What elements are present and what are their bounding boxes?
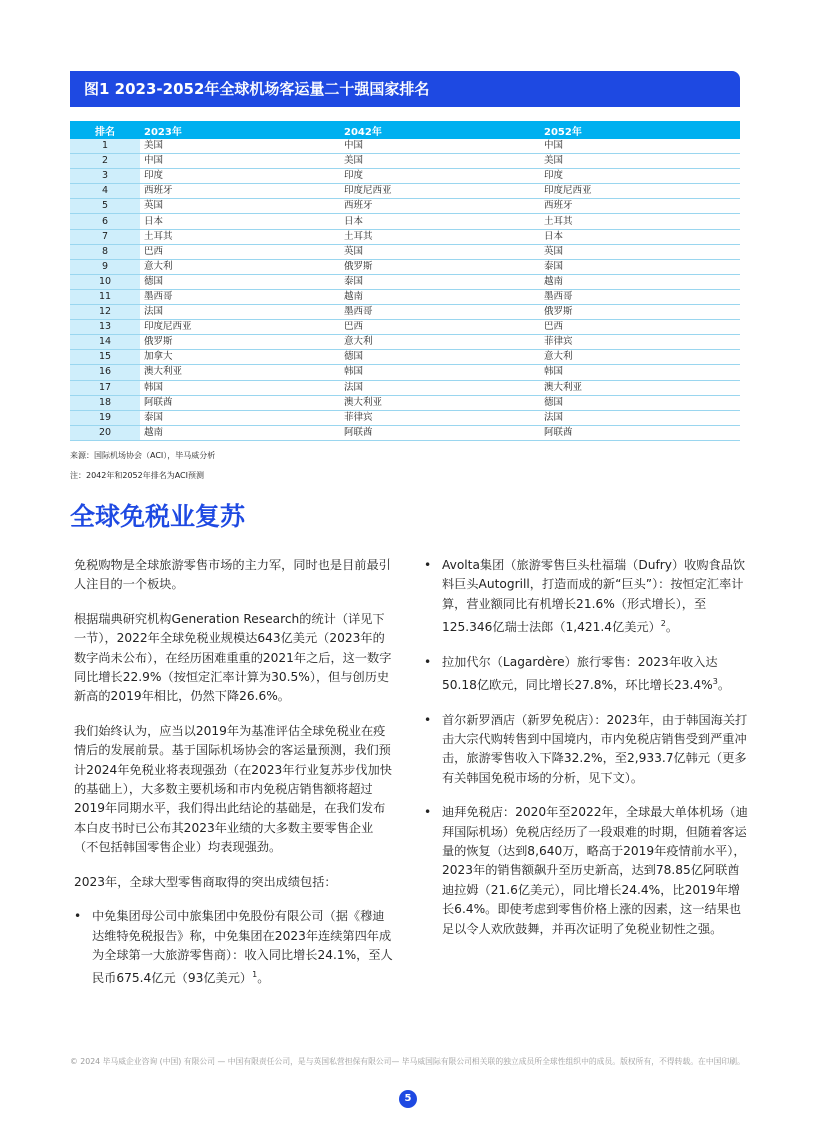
- rank-cell: 5: [70, 199, 140, 214]
- page-number: 5: [399, 1090, 417, 1108]
- table-row: [70, 259, 740, 274]
- country-cell: 菲律宾: [540, 335, 740, 350]
- country-cell: 俄罗斯: [140, 335, 340, 350]
- table-row: [70, 244, 740, 259]
- country-cell: 德国: [340, 350, 540, 365]
- country-cell: 意大利: [340, 335, 540, 350]
- country-cell: 俄罗斯: [540, 305, 740, 320]
- table-row: [70, 139, 740, 154]
- bullet-icon: •: [424, 712, 432, 727]
- rank-cell: 16: [70, 365, 140, 380]
- country-cell: 阿联酋: [540, 425, 740, 440]
- list-item-end: 。: [665, 620, 679, 635]
- table-header-row: [70, 121, 740, 139]
- country-cell: 西班牙: [540, 199, 740, 214]
- table-row: [70, 214, 740, 229]
- copyright-footer: © 2024 毕马威企业咨询 (中国) 有限公司 — 中国有限责任公司，是与英国私营担保有限公司— 毕马威国际有限公司相关联的独立成员所全球性组织中的成员。版权所有，不得转载。在中国印刷。: [70, 1057, 745, 1066]
- rank-cell: 1: [70, 139, 140, 154]
- rank-cell: 8: [70, 244, 140, 259]
- list-item: [424, 556, 748, 638]
- country-cell: 法国: [140, 305, 340, 320]
- country-cell: 法国: [340, 380, 540, 395]
- table-row: [70, 199, 740, 214]
- paragraph: 我们始终认为，应当以2019年为基准评估全球免税业在疫情后的发展前景。基于国际机场协会的客运量预测，我们预计2024年免税业将表现强劲（在2023年行业复苏步伐加快的基础上），大多数主要机场和市内免税店销售额将超过2019年同期水平，我们得出此结论的基础是，在我们发布本白皮书时已公布其2023年业绩的大多数主要零售企业（不包括韩国零售企业）均表现强劲。: [74, 723, 392, 855]
- list-item-text: 中免集团母公司中旅集团中免股份有限公司（据《穆迪达维特免税报告》称，中免集团在2023年连续第四年成为全球第一大旅游零售商）：收入同比增长24.1%，至人民币675.4亿元（93亿美元）: [92, 909, 393, 986]
- column-header-2052: 2052年: [540, 121, 740, 139]
- bullet-icon: •: [424, 654, 432, 669]
- bullet-icon: •: [74, 909, 82, 924]
- rank-cell: 3: [70, 169, 140, 184]
- list-item-end: 。: [717, 678, 731, 693]
- list-item: [424, 653, 748, 696]
- section-title: 全球免税业复苏: [70, 502, 246, 531]
- country-cell: 越南: [540, 274, 740, 289]
- table-row: [70, 289, 740, 304]
- table-row: [70, 169, 740, 184]
- list-item: [424, 803, 748, 939]
- country-cell: 中国: [340, 139, 540, 154]
- rank-cell: 13: [70, 320, 140, 335]
- country-cell: 日本: [340, 214, 540, 229]
- country-cell: 德国: [540, 395, 740, 410]
- right-column: [424, 556, 748, 954]
- country-cell: 日本: [140, 214, 340, 229]
- country-cell: 中国: [140, 154, 340, 169]
- country-cell: 阿联酋: [340, 425, 540, 440]
- country-cell: 墨西哥: [540, 289, 740, 304]
- footnote-ref: 3: [712, 677, 718, 687]
- paragraph: 2023年，全球大型零售商取得的突出成绩包括：: [74, 874, 337, 889]
- country-cell: 韩国: [340, 365, 540, 380]
- list-item: [74, 907, 396, 989]
- table-row: [70, 380, 740, 395]
- rank-cell: 4: [70, 184, 140, 199]
- country-cell: 韩国: [540, 365, 740, 380]
- figure-note: 注：2042年和2052年排名为ACI预测: [70, 471, 204, 480]
- country-cell: 中国: [540, 139, 740, 154]
- country-cell: 土耳其: [140, 229, 340, 244]
- table-row: [70, 410, 740, 425]
- country-cell: 印度尼西亚: [340, 184, 540, 199]
- list-item-end: 。: [257, 971, 270, 986]
- footnote-ref: 2: [660, 619, 666, 629]
- figure-source: 来源：国际机场协会（ACI），毕马威分析: [70, 451, 216, 460]
- rank-cell: 10: [70, 274, 140, 289]
- country-cell: 墨西哥: [340, 305, 540, 320]
- list-item-text: 拉加代尔（Lagardère）旅行零售：2023年收入达50.18亿欧元，同比增长27.8%，环比增长23.4%: [442, 654, 718, 693]
- rank-cell: 11: [70, 289, 140, 304]
- table-row: [70, 154, 740, 169]
- footnote-ref: 1: [252, 970, 258, 980]
- country-cell: 越南: [340, 289, 540, 304]
- rank-cell: 18: [70, 395, 140, 410]
- country-cell: 印度: [540, 169, 740, 184]
- country-cell: 美国: [340, 154, 540, 169]
- table-row: [70, 274, 740, 289]
- list-item: [424, 711, 748, 789]
- country-cell: 土耳其: [340, 229, 540, 244]
- country-cell: 泰国: [540, 259, 740, 274]
- country-cell: 法国: [540, 410, 740, 425]
- table-row: [70, 350, 740, 365]
- rank-cell: 9: [70, 259, 140, 274]
- rank-cell: 20: [70, 425, 140, 440]
- country-cell: 印度尼西亚: [540, 184, 740, 199]
- rank-cell: 2: [70, 154, 140, 169]
- country-cell: 澳大利亚: [340, 395, 540, 410]
- list-item-text: Avolta集团（旅游零售巨头杜福瑞（Dufry）收购食品饮料巨头Autogrill，打造而成的新“巨头”）：按恒定汇率计算，营业额同比有机增长21.6%（形式增长），至125.346亿瑞士法郎（1,421.4亿美元）: [442, 558, 746, 635]
- table-row: [70, 305, 740, 320]
- table-row: [70, 335, 740, 350]
- rank-cell: 7: [70, 229, 140, 244]
- list-item-text: 首尔新罗酒店（新罗免税店）：2023年，由于韩国海关打击大宗代购转售到中国境内，市内免税店销售受到严重冲击，旅游零售收入下降32.2%，至2,933.7亿韩元（更多有关韩国免税市场的分析，见下文）。: [442, 712, 748, 785]
- table-row: [70, 365, 740, 380]
- table-row: [70, 229, 740, 244]
- country-cell: 墨西哥: [140, 289, 340, 304]
- country-cell: 巴西: [540, 320, 740, 335]
- ranking-table: [70, 121, 740, 441]
- country-cell: 日本: [540, 229, 740, 244]
- bullet-icon: •: [424, 558, 432, 572]
- table-row: [70, 184, 740, 199]
- column-header-rank: 排名: [70, 121, 140, 139]
- country-cell: 阿联酋: [140, 395, 340, 410]
- table-row: [70, 395, 740, 410]
- country-cell: 印度: [340, 169, 540, 184]
- table-row: [70, 425, 740, 440]
- rank-cell: 12: [70, 305, 140, 320]
- rank-cell: 6: [70, 214, 140, 229]
- left-column: [74, 556, 396, 1004]
- figure-title: 图1 2023-2052年全球机场客运量二十强国家排名: [70, 71, 740, 107]
- country-cell: 泰国: [340, 274, 540, 289]
- country-cell: 巴西: [340, 320, 540, 335]
- country-cell: 英国: [540, 244, 740, 259]
- country-cell: 美国: [540, 154, 740, 169]
- bullet-icon: •: [424, 805, 432, 820]
- table-row: [70, 320, 740, 335]
- country-cell: 西班牙: [340, 199, 540, 214]
- country-cell: 越南: [140, 425, 340, 440]
- country-cell: 印度: [140, 169, 340, 184]
- list-item-text: 迪拜免税店：2020年至2022年，全球最大单体机场（迪拜国际机场）免税店经历了一段艰难的时期，但随着客运量的恢复（达到8,640万，略高于2019年疫情前水平），2023年的销售额飙升至历史新高，达到78.85亿阿联酋迪拉姆（21.6亿美元），同比增长24.4%，比2019年增长6.4%。即使考虑到零售价格上涨的因素，这一结果也足以令人欢欣鼓舞，并再次证明了免税业韧性之强。: [442, 805, 748, 936]
- rank-cell: 14: [70, 335, 140, 350]
- country-cell: 土耳其: [540, 214, 740, 229]
- country-cell: 印度尼西亚: [140, 320, 340, 335]
- country-cell: 西班牙: [140, 184, 340, 199]
- country-cell: 菲律宾: [340, 410, 540, 425]
- country-cell: 英国: [140, 199, 340, 214]
- country-cell: 德国: [140, 274, 340, 289]
- country-cell: 俄罗斯: [340, 259, 540, 274]
- country-cell: 意大利: [140, 259, 340, 274]
- country-cell: 英国: [340, 244, 540, 259]
- country-cell: 澳大利亚: [140, 365, 340, 380]
- paragraph: 根据瑞典研究机构Generation Research的统计（详见下一节），2022年全球免税业规模达643亿美元（2023年的数字尚未公布），在经历困难重重的2021年之后，这一数字同比增长22.9%（按恒定汇率计算为30.5%），但与创历史新高的2019年相比，仍然下降26.6%。: [74, 611, 392, 704]
- column-header-2023: 2023年: [140, 121, 340, 139]
- country-cell: 美国: [140, 139, 340, 154]
- paragraph: 免税购物是全球旅游零售市场的主力军，同时也是目前最引人注目的一个板块。: [74, 558, 391, 592]
- country-cell: 韩国: [140, 380, 340, 395]
- country-cell: 澳大利亚: [540, 380, 740, 395]
- country-cell: 意大利: [540, 350, 740, 365]
- rank-cell: 17: [70, 380, 140, 395]
- rank-cell: 19: [70, 410, 140, 425]
- country-cell: 加拿大: [140, 350, 340, 365]
- country-cell: 泰国: [140, 410, 340, 425]
- column-header-2042: 2042年: [340, 121, 540, 139]
- country-cell: 巴西: [140, 244, 340, 259]
- rank-cell: 15: [70, 350, 140, 365]
